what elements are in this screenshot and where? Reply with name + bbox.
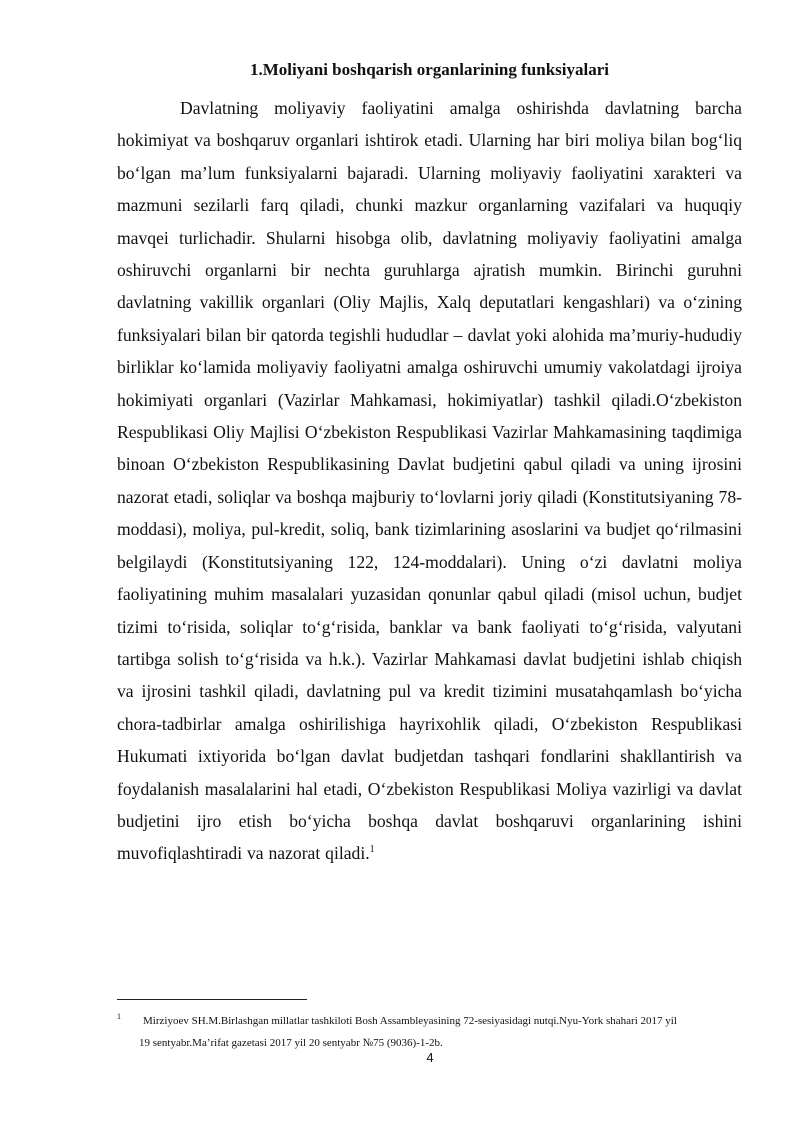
footnote-separator [117,999,307,1000]
footnote-reference[interactable]: 1 [369,844,375,856]
footnote-line-1: 1 Mirziyoev SH.M.Birlashgan millatlar tashkiloti Bosh Assambleyasining 72-sesiyasidagi nutqi.Nyu-York shahari 2017 yil [117,1012,677,1027]
footnote-text-2: 19 sentyabr.Ma’rifat gazetasi 2017 yil 20 sentyabr №75 (9036)-1-2b. [139,1037,443,1049]
footnote-text-1: Mirziyoev SH.M.Birlashgan millatlar tashkiloti Bosh Assambleyasining 72-sesiyasidagi nutqi.Nyu-York shahari 2017 yil [143,1015,677,1027]
section-title: 1.Moliyani boshqarish organlarining funksiyalari [250,60,609,79]
footnote [117,1010,742,1054]
page-number: 4 [426,1050,434,1065]
body-paragraph [117,92,742,870]
body-paragraph-text: Davlatning moliyaviy faoliyatini amalga oshirishda davlatning barcha hokimiyat va boshqaruv organlari ishtirok etadi. Ularning har biri moliya bilan bog‘liq bo‘lgan ma’lum funksiyalarni bajaradi. Ularning moliyaviy faoliyatini xarakteri va mazmuni sezilarli farq qiladi, chunki mazkur organlarning vazifalari va huquqiy mavqei turlichadir. Shularni hisobga olib, davlatning moliyaviy faoliyatini amalga oshiruvchi organlarni bir nechta guruhlarga ajratish mumkin. Birinchi guruhni davlatning vakillik organlari (Oliy Majlis, Xalq deputatlari kengashlari) va o‘zining funksiyalari bilan bir qatorda tegishli hududlar – davlat yoki alohida ma’muriy-hududiy birliklar ko‘lamida moliyaviy faoliyatni amalga oshiruvchi umumiy vakolatdagi ijroiya hokimiyati organlari (Vazirlar Mahkamasi, hokimiyatlar) tashkil qiladi.O‘zbekiston Respublikasi Oliy Majlisi O‘zbekiston Respublikasi Vazirlar Mahkamasining taqdimiga binoan O‘zbekiston Respublikasining Davlat budjetini qabul qiladi va uning ijrosini nazorat etadi, soliqlar va boshqa majburiy to‘lovlarni joriy qiladi (Konstitutsiyaning 78-moddasi), moliya, pul-kredit, soliq, bank tizimlarining asoslarini va budjet qo‘rilmasini belgilaydi (Konstitutsiyaning 122, 124-moddalari). Uning o‘zi davlatni moliya faoliyatining muhim masalalari yuzasidan qonunlar qabul qiladi (misol uchun, budjet tizimi to‘risida, soliqlar to‘g‘risida, banklar va bank faoliyati to‘g‘risida, valyutani tartibga solish to‘g‘risida va h.k.). Vazirlar Mahkamasi davlat budjetini ishlab chiqish va ijrosini tashkil qiladi, davlatning pul va kredit tizimini musatahqamlash bo‘yicha chora-tadbirlar amalga oshirilishiga hayrixohlik qiladi, O‘zbekiston Respublikasi Hukumati ixtiyorida bo‘lgan davlat budjetdan tashqari fondlarini shakllantirish va foydalanish masalalarini hal etadi, O‘zbekiston Respublikasi Moliya vazirligi va davlat budjetini ijro etish bo‘yicha boshqa davlat boshqaruvi organlarining ishini muvofiqlashtiradi va nazorat qiladi. [117,98,742,864]
